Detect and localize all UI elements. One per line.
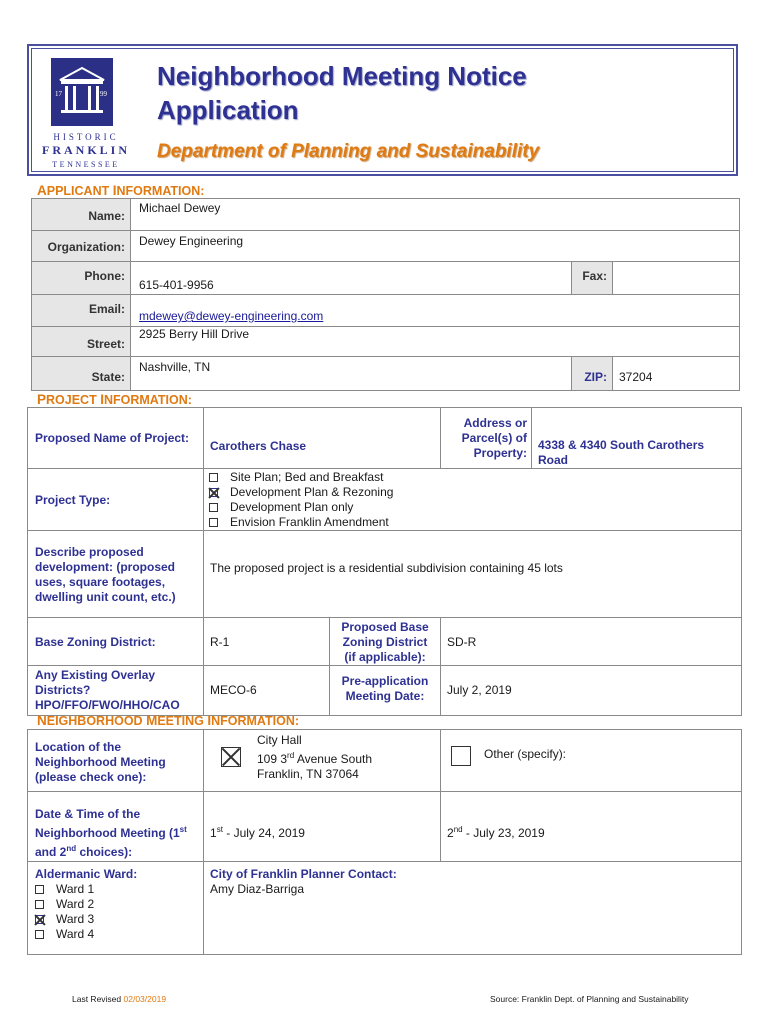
preapp-label: Pre-application Meeting Date: (341, 674, 429, 703)
ward-option[interactable]: Ward 4 (35, 927, 203, 942)
proposed-base-field[interactable] (441, 618, 742, 666)
city-hall-line1: City Hall (257, 733, 302, 747)
zip-value: 37204 (619, 370, 653, 384)
name-label: Name: (88, 209, 125, 223)
overlay-label: Any Existing Overlay Districts? HPO/FFO/FWO/HHO/CAO (35, 668, 180, 712)
second-choice-field[interactable] (441, 792, 742, 862)
city-hall-line3: Franklin, TN 37064 (257, 767, 359, 781)
planner-contact-label: City of Franklin Planner Contact: (210, 867, 397, 881)
overlay-value: MECO-6 (210, 683, 257, 697)
checkbox-icon[interactable] (209, 518, 218, 527)
street-label: Street: (86, 337, 125, 351)
describe-label: Describe proposed development: (proposed uses, square footages, dwelling unit count, etc.) (35, 545, 176, 604)
first-choice-field[interactable] (204, 792, 441, 862)
logo-year-left: 17 (55, 90, 62, 98)
meeting-section-title: NEIGHBORHOOD MEETING INFORMATION: (37, 713, 300, 728)
ward-option[interactable]: Ward 2 (35, 897, 203, 912)
address-label: Address or Parcel(s) of Property: (461, 416, 527, 460)
fax-label: Fax: (582, 269, 607, 283)
checkbox-icon[interactable] (35, 900, 44, 909)
fax-value (613, 262, 739, 269)
state-value: Nashville, TN (139, 360, 211, 374)
email-label: Email: (88, 302, 125, 316)
project-type-option[interactable]: Site Plan; Bed and Breakfast (209, 470, 741, 485)
checkbox-checked-icon[interactable] (209, 488, 218, 497)
state-label: State: (91, 370, 125, 384)
checkbox-checked-icon[interactable] (221, 747, 241, 767)
location-label: Location of the Neighborhood Meeting (please check one): (35, 740, 166, 784)
preapp-field[interactable] (441, 666, 742, 716)
address-value: 4338 & 4340 South Carothers Road (538, 438, 705, 467)
phone-field[interactable] (131, 262, 572, 295)
ward-options (35, 882, 203, 942)
state-field[interactable] (131, 357, 572, 391)
location-option-other[interactable] (441, 730, 742, 792)
checkbox-icon[interactable] (209, 503, 218, 512)
organization-value: Dewey Engineering (139, 234, 244, 248)
checkbox-icon[interactable] (451, 746, 471, 766)
logo-franklin: FRANKLIN (41, 143, 130, 157)
zip-field[interactable] (613, 357, 740, 391)
project-type-label: Project Type: (35, 493, 111, 507)
phone-value: 615-401-9956 (139, 278, 214, 292)
footer-source: Source: Franklin Dept. of Planning and Sustainability (490, 994, 689, 1004)
applicant-table (31, 198, 740, 391)
email-field[interactable] (131, 295, 740, 327)
checkbox-icon[interactable] (35, 930, 44, 939)
courthouse-icon (51, 58, 113, 126)
street-value: 2925 Berry Hill Drive (139, 327, 250, 341)
address-field[interactable] (532, 408, 742, 469)
project-type-option[interactable]: Envision Franklin Amendment (209, 515, 741, 530)
phone-label: Phone: (84, 269, 125, 283)
first-choice-value: 1st - July 24, 2019 (210, 825, 305, 840)
overlay-field[interactable] (204, 666, 330, 716)
datetime-label: Date & Time of the Neighborhood Meeting (1st and 2nd choices): (35, 807, 187, 859)
base-zoning-label: Base Zoning District: (35, 635, 156, 649)
checkbox-icon[interactable] (209, 473, 218, 482)
name-field[interactable] (131, 199, 740, 231)
organization-label: Organization: (47, 240, 125, 254)
ward-option[interactable]: Ward 1 (35, 882, 203, 897)
fax-field[interactable] (613, 262, 740, 295)
proposed-base-label: Proposed Base Zoning District (if applicable): (341, 620, 429, 664)
email-value[interactable]: mdewey@dewey-engineering.com (139, 309, 324, 323)
project-table (27, 407, 742, 716)
checkbox-icon[interactable] (35, 885, 44, 894)
last-revised: Last Revised 02/03/2019 (72, 994, 167, 1004)
location-option-city-hall[interactable] (204, 730, 441, 792)
logo-year-right: 99 (100, 90, 107, 98)
ward-option[interactable]: Ward 3 (35, 912, 203, 927)
project-type-option[interactable]: Development Plan & Rezoning (209, 485, 741, 500)
logo-tennessee: TENNESSEE (52, 160, 120, 169)
street-field[interactable] (131, 327, 740, 357)
ward-label: Aldermanic Ward: (35, 867, 138, 881)
describe-value: The proposed project is a residential subdivision containing 45 lots (210, 561, 563, 575)
organization-field[interactable] (131, 231, 740, 262)
city-hall-line2: 109 3rd Avenue South (257, 751, 373, 766)
page-title-line2: Application (157, 95, 299, 125)
base-zoning-field[interactable] (204, 618, 330, 666)
proposed-base-value: SD-R (447, 635, 477, 649)
zip-label: ZIP: (584, 370, 607, 384)
applicant-section-title: APPLICANT INFORMATION: (37, 183, 205, 198)
page-title-line1: Neighborhood Meeting Notice (157, 61, 527, 91)
project-section-title: PROJECT INFORMATION: (37, 392, 192, 407)
checkbox-checked-icon[interactable] (35, 915, 44, 924)
second-choice-value: 2nd - July 23, 2019 (447, 825, 545, 840)
describe-field[interactable] (204, 531, 742, 618)
base-zoning-value: R-1 (210, 635, 230, 649)
meeting-table (27, 729, 742, 955)
planner-contact-value: Amy Diaz-Barriga (210, 882, 305, 896)
project-name-value: Carothers Chase (210, 439, 307, 453)
page-subtitle: Department of Planning and Sustainability (157, 141, 540, 162)
project-type-options (204, 469, 742, 531)
project-name-label: Proposed Name of Project: (35, 431, 190, 445)
other-specify-label: Other (specify): (484, 747, 567, 761)
name-value: Michael Dewey (139, 201, 221, 215)
project-name-field[interactable] (204, 408, 441, 469)
preapp-value: July 2, 2019 (447, 683, 512, 697)
logo-historic: HISTORIC (53, 132, 119, 142)
project-type-option[interactable]: Development Plan only (209, 500, 741, 515)
